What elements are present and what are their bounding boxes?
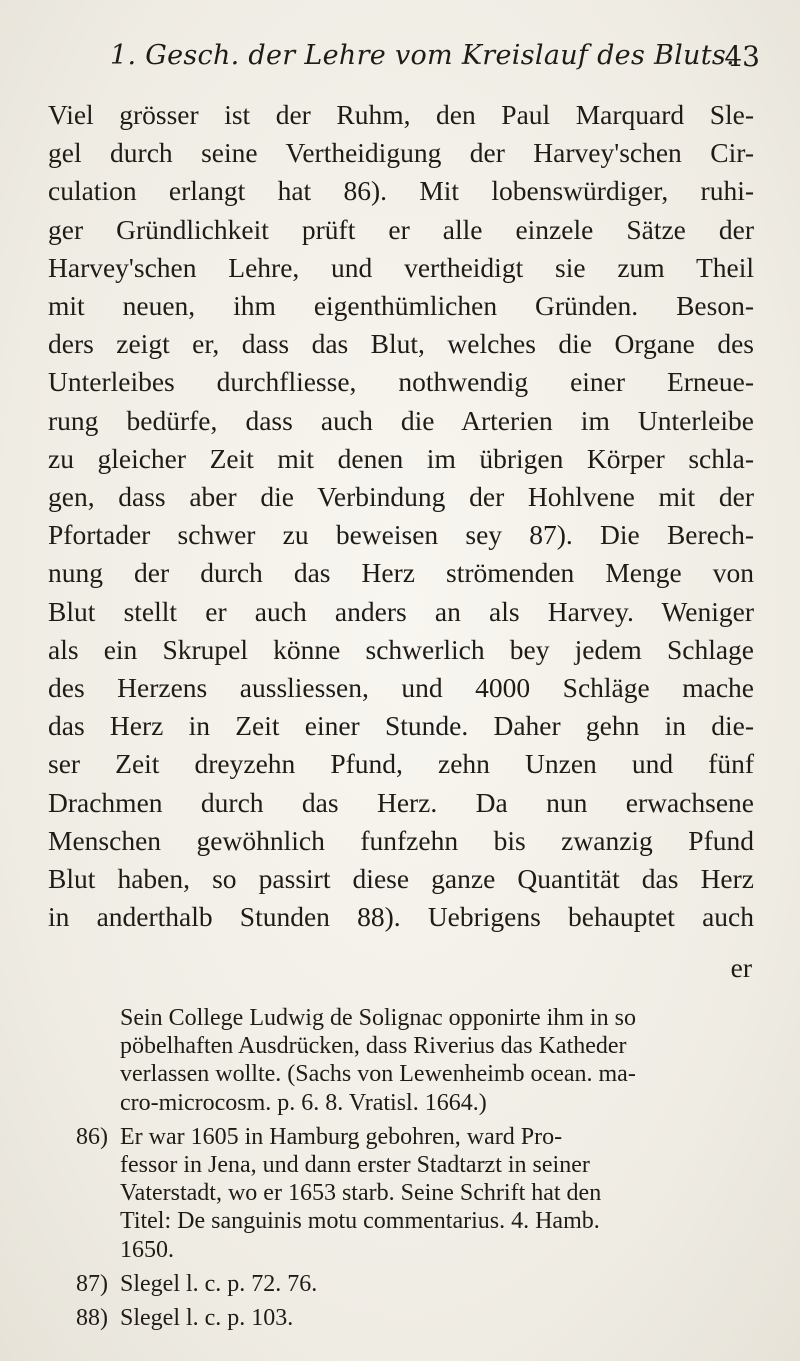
text-line: zu gleicher Zeit mit denen im übrigen Körper schla- — [48, 442, 754, 474]
text-line: des Herzens aussliessen, und 4000 Schläge mache — [48, 672, 754, 704]
page-number: 43 — [724, 40, 760, 73]
footnote-line: cro-microcosm. p. 6. 8. Vratisl. 1664.) — [120, 1089, 487, 1116]
text-line: rung bedürfe, dass auch die Arterien im Unterleibe — [48, 404, 754, 436]
text-line: Drachmen durch das Herz. Da nun erwachsene — [48, 786, 754, 818]
footnote-87 — [48, 1270, 754, 1298]
text-line: ger Gründlichkeit prüft er alle einzele Sätze der — [48, 213, 754, 245]
text-line: Unterleibes durchfliesse, nothwendig einer Erneue- — [48, 366, 754, 398]
footnote-line: Slegel l. c. p. 103. — [120, 1305, 294, 1332]
text-line: culation erlangt hat 86). Mit lobenswürdiger, ruhi- — [48, 175, 754, 207]
text-line: gen, dass aber die Verbindung der Hohlvene mit der — [48, 481, 754, 513]
text-line: ser Zeit dreyzehn Pfund, zehn Unzen und fünf — [48, 748, 754, 780]
footnote-line: Slegel l. c. p. 72. 76. — [120, 1270, 318, 1297]
catchword: er — [730, 952, 752, 983]
footnote-88 — [48, 1304, 754, 1332]
text-line: nung der durch das Herz strömenden Menge von — [48, 557, 754, 589]
text-line: gel durch seine Vertheidigung der Harvey'schen Cir- — [48, 137, 754, 169]
footnote-line: pöbelhaften Ausdrücken, dass Riverius das Katheder — [120, 1033, 627, 1060]
footnote-line: fessor in Jena, und dann erster Stadtarzt in seiner — [120, 1152, 590, 1179]
footnote-continuation — [48, 1004, 754, 1117]
footnote-line: 1650. — [120, 1236, 174, 1263]
page-header — [110, 40, 760, 80]
text-line: ders zeigt er, dass das Blut, welches die Organe des — [48, 328, 754, 360]
text-line: Viel grösser ist der Ruhm, den Paul Marquard Sle- — [48, 99, 754, 130]
footnote-86 — [48, 1123, 754, 1264]
footnote-mark: 87) — [76, 1270, 108, 1297]
footnote-mark: 86) — [76, 1123, 108, 1150]
text-line: Pfortader schwer zu beweisen sey 87). Die Berech- — [48, 519, 754, 551]
footnote-mark: 88) — [76, 1305, 108, 1332]
running-title: 1. Gesch. der Lehre vom Kreislauf des Bluts. — [110, 40, 735, 71]
footnote-line: Vaterstadt, wo er 1653 starb. Seine Schrift hat den — [120, 1180, 602, 1207]
footnote-line: Sein College Ludwig de Solignac opponirte ihm in so — [120, 1005, 636, 1031]
text-line: Harvey'schen Lehre, und vertheidigt sie zum Theil — [48, 251, 754, 283]
text-line: Menschen gewöhnlich funfzehn bis zwanzig Pfund — [48, 824, 754, 856]
footnote-line: verlassen wollte. (Sachs von Lewenheimb ocean. ma- — [120, 1061, 636, 1088]
text-line: mit neuen, ihm eigenthümlichen Gründen. Beson- — [48, 290, 754, 322]
main-text — [48, 96, 754, 936]
text-line: Blut stellt er auch anders an als Harvey. Weniger — [48, 595, 754, 627]
footnote-line: Er war 1605 in Hamburg gebohren, ward Pro- — [120, 1123, 563, 1150]
text-line: in anderthalb Stunden 88). Uebrigens behauptet auch — [48, 901, 754, 933]
text-line: Blut haben, so passirt diese ganze Quantität das Herz — [48, 863, 754, 895]
text-line: als ein Skrupel könne schwerlich bey jedem Schlage — [48, 633, 754, 665]
footnote-line: Titel: De sanguinis motu commentarius. 4. Hamb. — [120, 1208, 600, 1235]
footnotes — [48, 1004, 754, 1332]
text-line: das Herz in Zeit einer Stunde. Daher gehn in die- — [48, 710, 754, 742]
